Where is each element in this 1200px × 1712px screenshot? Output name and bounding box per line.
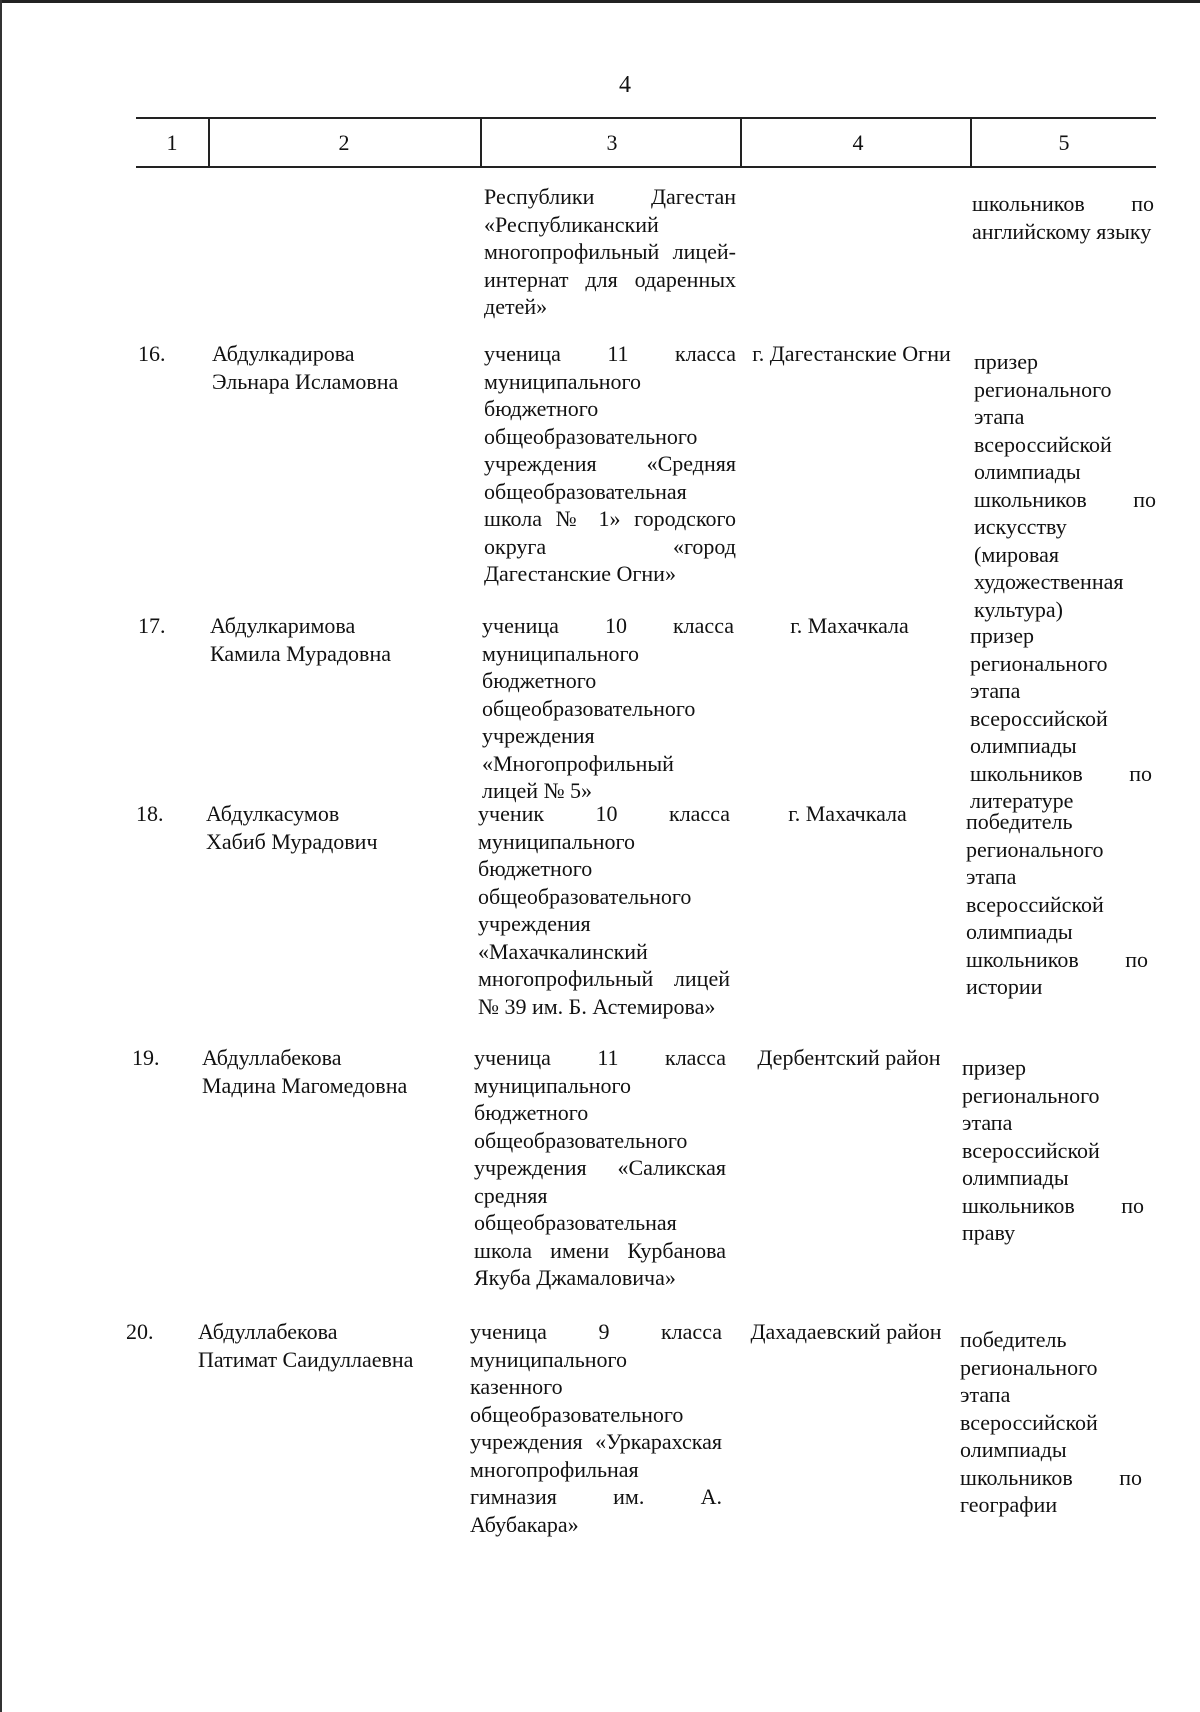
left-scan-border [0, 0, 2, 1712]
place-text: Дахадаевский район [750, 1319, 942, 1344]
surname: Абдуллабекова [198, 1319, 338, 1344]
person-name [210, 612, 391, 668]
status-text: победитель регионального этапа всероссийской олимпиады школьников по географии [960, 1327, 1142, 1517]
top-scan-border [0, 0, 1200, 3]
place-text: г. Махачкала [790, 613, 909, 638]
surname: Абдулкасумов [206, 801, 340, 826]
person-name [212, 340, 398, 396]
person-name [202, 1044, 407, 1100]
column-header-3: 3 [606, 130, 618, 155]
organization-text: ученица 10 класса муниципального бюджетного общеобразовательного учреждения «Многопрофильный лицей № 5» [482, 613, 734, 803]
row-number: 16. [138, 341, 166, 366]
row-number: 17. [138, 613, 166, 638]
column-header-1: 1 [166, 130, 178, 155]
status-text: призер регионального этапа всероссийской олимпиады школьников по праву [962, 1055, 1144, 1245]
page-number: 4 [619, 72, 631, 98]
row-number: 20. [126, 1319, 154, 1344]
given-name: Эльнара Исламовна [212, 369, 399, 394]
given-name: Хабиб Мурадович [206, 829, 378, 854]
row-number: 18. [136, 801, 164, 826]
person-name [198, 1318, 413, 1374]
person-name [206, 800, 378, 856]
surname: Абдуллабекова [202, 1045, 342, 1070]
status-text: победитель регионального этапа всероссийской олимпиады школьников по истории [966, 809, 1148, 999]
organization-text: ученица 11 класса муниципального бюджетного общеобразовательного учреждения «Саликская средняя общеобразовательная школа имени Курбанова Якуба Джамаловича» [474, 1045, 726, 1290]
status-text: школьников по английскому языку [972, 191, 1154, 244]
surname: Абдулкаримова [210, 613, 356, 638]
row-number: 19. [132, 1045, 160, 1070]
place-text: Дербентский район [757, 1045, 941, 1070]
place-text: г. Махачкала [788, 801, 907, 826]
organization-text: Республики Дагестан «Республиканский многопрофильный лицей-интернат для одаренных детей» [484, 184, 736, 319]
status-text: призер регионального этапа всероссийской олимпиады школьников по искусству (мировая художественная культура) [974, 349, 1156, 622]
status-text: призер регионального этапа всероссийской олимпиады школьников по литературе [970, 623, 1152, 813]
place-text: г. Дагестанские Огни [752, 341, 951, 366]
column-header-4: 4 [852, 130, 864, 155]
table-header [136, 117, 1156, 168]
organization-text: ученица 11 класса муниципального бюджетного общеобразовательного учреждения «Средняя общеобразовательная школа № 1» городского округа «город Дагестанские Огни» [484, 341, 736, 586]
organization-text: ученик 10 класса муниципального бюджетного общеобразовательного учреждения «Махачкалинский многопрофильный лицей № 39 им. Б. Астемирова» [478, 801, 730, 1019]
given-name: Камила Мурадовна [210, 641, 391, 666]
column-header-5: 5 [1058, 130, 1070, 155]
column-header-2: 2 [338, 130, 350, 155]
surname: Абдулкадирова [212, 341, 355, 366]
given-name: Мадина Магомедовна [202, 1073, 408, 1098]
given-name: Патимат Саидуллаевна [198, 1347, 414, 1372]
organization-text: ученица 9 класса муниципального казенного общеобразовательного учреждения «Уркарахская многопрофильная гимназия им. А. Абубакара» [470, 1319, 722, 1537]
